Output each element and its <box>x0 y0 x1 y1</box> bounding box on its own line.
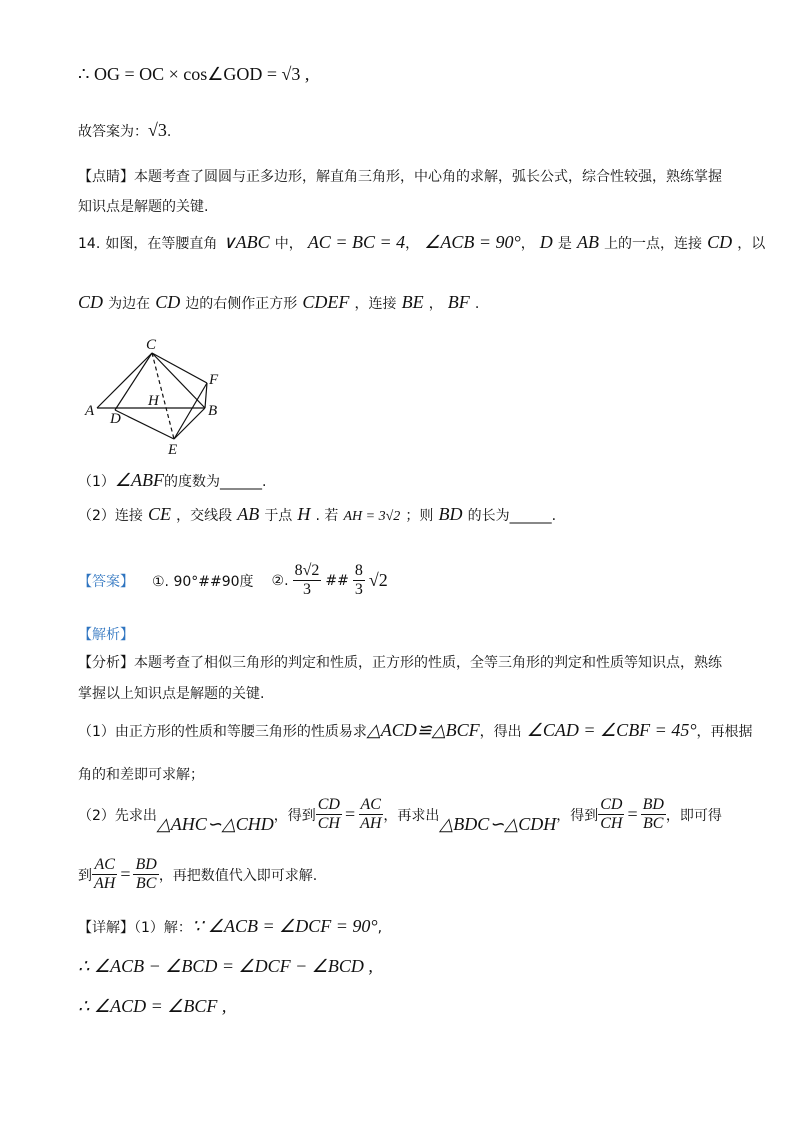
problem-text: 为边在 <box>108 296 151 312</box>
analysis-text: ，再根据 <box>696 724 753 740</box>
comment-text-line2: 知识点是解题的关键. <box>78 199 209 215</box>
detail-text: , <box>377 920 383 936</box>
answer-line <box>78 120 171 141</box>
analysis-step-2-line2 <box>78 856 317 893</box>
problem-text: . <box>474 296 480 312</box>
analysis-step-1-line2: 角的和差即可求解； <box>78 767 204 783</box>
math-expr: ∠ACB = 90° <box>424 232 521 252</box>
problem-text: 的度数为______. <box>164 474 267 490</box>
fraction-denominator: AH <box>360 815 382 832</box>
problem-text: 的长为______. <box>467 508 557 524</box>
math-expr: BF <box>447 292 470 312</box>
fraction-denominator: BC <box>643 815 664 832</box>
fraction-numerator: CD <box>600 796 623 813</box>
math-expr: AB <box>576 232 599 252</box>
analysis-text: （1）由正方形的性质和等腰三角形的性质易求 <box>78 724 367 740</box>
math-expr: △AHC∽△CHD <box>156 814 274 834</box>
analysis-text: ，得到 <box>273 807 316 824</box>
math-expr: CE <box>148 504 172 524</box>
analysis-text: ，得出 <box>479 724 522 740</box>
analysis-tag: 【解析】 <box>78 627 134 643</box>
math-expr: BE <box>401 292 424 312</box>
analysis-text: 到 <box>78 867 92 884</box>
problem-text: （2）连接 <box>78 508 143 524</box>
label-d: D <box>110 411 121 427</box>
label-e: E <box>168 442 178 458</box>
fraction-denominator: 3 <box>302 581 311 598</box>
analysis-step-1 <box>78 720 753 741</box>
math-expr: △BDC∽△CDH <box>439 814 557 834</box>
analysis-text: （2）先求出 <box>78 807 157 824</box>
answer-tag: 【答案】 <box>78 573 134 590</box>
problem-text: 上的一点，连接 <box>604 236 703 252</box>
answer-row <box>78 562 388 599</box>
answer-fraction-1 <box>293 562 322 599</box>
math-expr: BD <box>438 504 463 524</box>
answer-value: √3 <box>148 120 167 140</box>
math-expr: D <box>539 232 553 252</box>
analysis-text: ，再把数值代入即可求解. <box>158 867 318 884</box>
label-h: H <box>148 393 159 409</box>
math-expr: H <box>297 504 311 524</box>
label-c: C <box>146 337 157 353</box>
detail-line-1 <box>78 916 382 937</box>
problem-text: 如图，在等腰直角 <box>105 236 218 252</box>
problem-text: 于点 <box>264 508 293 524</box>
label-a: A <box>85 403 95 419</box>
equals-sign: = <box>627 804 638 824</box>
fraction-numerator: AC <box>360 796 381 813</box>
segment-de <box>115 410 174 439</box>
segment-cd <box>115 353 152 410</box>
analysis-subtag: 【分析】 <box>78 655 134 671</box>
comment-text: 本题考查了圆圆与正多边形，解直角三角形，中心角的求解，弧长公式，综合性较强，熟练掌握 <box>134 169 722 185</box>
question-number: （1） <box>78 474 115 490</box>
fraction-numerator: 8 <box>354 562 363 579</box>
fraction-numerator: BD <box>135 856 157 873</box>
fraction-cd-ch <box>316 796 342 833</box>
math-expr: AB <box>237 504 260 524</box>
problem-text: ，交线段 <box>176 508 233 524</box>
comment-paragraph <box>78 166 722 186</box>
answer-part-2-prefix: ②. <box>271 572 289 589</box>
problem-text: ；则 <box>405 508 434 524</box>
equals-sign: = <box>120 864 131 884</box>
math-expr: ∠CAD = ∠CBF = 45° <box>526 720 697 740</box>
problem-line-1 <box>78 232 765 253</box>
fraction-numerator: CD <box>317 796 340 813</box>
problem-text: ， <box>405 236 420 252</box>
fraction-denominator: CH <box>600 815 623 832</box>
problem-text: ，以 <box>737 236 766 252</box>
answer-tail: √2 <box>368 570 388 590</box>
fraction-denominator: BC <box>135 875 157 892</box>
question-2 <box>78 504 556 525</box>
fraction-ac-ah <box>358 796 383 833</box>
answer-part-2 <box>272 562 388 599</box>
math-expr: CD <box>78 292 104 312</box>
problem-text: . 若 <box>315 508 339 524</box>
fraction-denominator: 3 <box>354 581 363 598</box>
fraction-denominator: AH <box>94 875 116 892</box>
math-expr: AC = BC = 4 <box>307 232 406 252</box>
problem-text: 边的右侧作正方形 <box>185 296 298 312</box>
math-expr: CDEF <box>302 292 350 312</box>
detail-line-2: ∴ ∠ACB − ∠BCD = ∠DCF − ∠BCD , <box>78 956 373 976</box>
math-expr: ∵ ∠ACB = ∠DCF = 90° <box>191 916 378 936</box>
problem-text: ，连接 <box>354 296 397 312</box>
math-expr: CD <box>707 232 733 252</box>
fraction-numerator: AC <box>94 856 115 873</box>
analysis-text: ，再求出 <box>383 807 440 824</box>
comment-tag: 【点睛】 <box>78 169 134 185</box>
problem-number: 14. <box>78 236 101 252</box>
fraction-denominator: CH <box>317 815 340 832</box>
segment-ca <box>97 353 152 408</box>
answer-part-1: ①. 90°##90度 <box>152 573 254 590</box>
problem-text: 是 <box>557 236 572 252</box>
detail-tag: 【详解】 <box>78 920 134 936</box>
answer-prefix: 故答案为： <box>78 124 148 140</box>
triangle-symbol: ∨ABC <box>222 232 270 252</box>
analysis-text: 本题考查了相似三角形的判定和性质，正方形的性质，全等三角形的判定和性质等知识点，熟练 <box>134 655 722 671</box>
analysis-step-2 <box>78 794 722 835</box>
problem-line-2 <box>78 292 479 313</box>
detail-text: （1）解： <box>134 920 192 936</box>
question-1 <box>78 470 267 491</box>
analysis-text: ，即可得 <box>665 807 722 824</box>
analysis-paragraph <box>78 652 722 672</box>
answer-fraction-2 <box>353 562 365 599</box>
equation-og: ∴ OG = OC × cos∠GOD = √3 , <box>78 64 310 84</box>
fraction-bd-bc <box>641 796 666 833</box>
math-expr: CD <box>155 292 181 312</box>
fraction-cd-ch-2 <box>598 796 624 833</box>
geometry-figure <box>80 335 250 460</box>
segment-cf <box>152 353 207 383</box>
math-expr: △ACD≌△BCF <box>366 720 480 740</box>
answer-suffix: . <box>166 124 172 140</box>
math-expr: AH = 3√2 <box>343 509 401 524</box>
math-expr: ∠ABF <box>114 470 165 490</box>
problem-text: 中， <box>274 236 303 252</box>
fraction-numerator: BD <box>642 796 664 813</box>
fraction-ac-ah-2 <box>92 856 117 893</box>
problem-text: ， <box>428 296 443 312</box>
label-f: F <box>209 372 219 388</box>
answer-separator: ## <box>325 572 349 589</box>
analysis-text-line2: 掌握以上知识点是解题的关键. <box>78 686 265 702</box>
fraction-numerator: 8√2 <box>294 562 320 579</box>
label-b: B <box>208 403 218 419</box>
problem-text: ， <box>520 236 535 252</box>
detail-line-3: ∴ ∠ACD = ∠BCF , <box>78 996 227 1016</box>
analysis-text: ，得到 <box>556 807 599 824</box>
equals-sign: = <box>344 804 356 824</box>
fraction-bd-bc-2 <box>133 856 158 893</box>
